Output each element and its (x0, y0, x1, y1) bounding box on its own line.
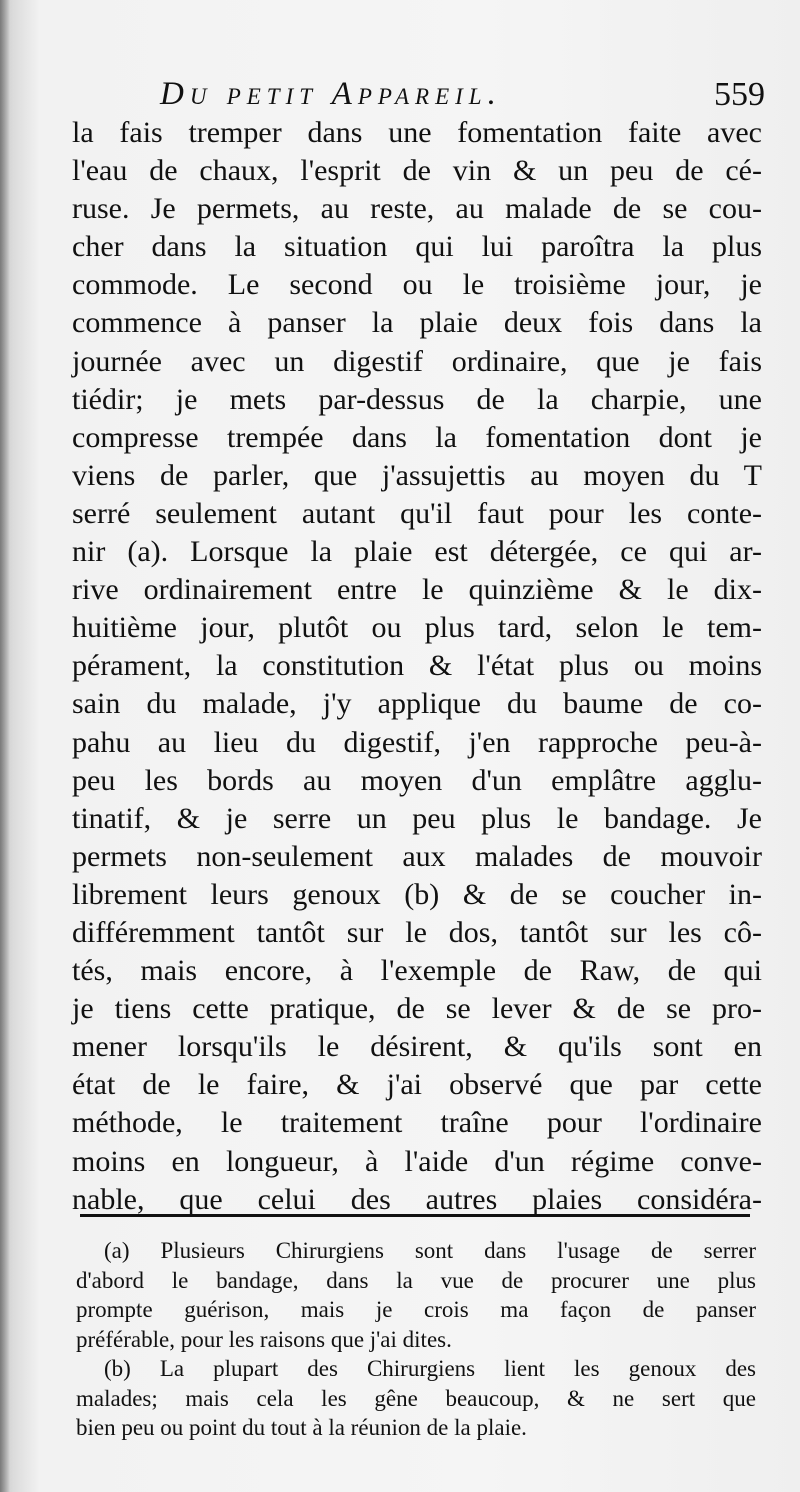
running-head-title: Du petit Appareil. (160, 76, 502, 112)
footnote-line: bien peu ou point du tout à la réunion de la plaie. (76, 1415, 527, 1440)
text-line: moins en longueur, à l'aide d'un régime conve- (72, 1144, 762, 1178)
running-head (160, 72, 765, 120)
text-line: viens de parler, que j'assujettis au moyen du T (72, 458, 762, 492)
text-line: mener lorsqu'ils le désirent, & qu'ils sont en (72, 1030, 762, 1064)
text-line: sain du malade, j'y applique du baume de co- (72, 687, 762, 721)
text-line: librement leurs genoux (b) & de se coucher in- (72, 877, 762, 911)
text-line: permets non-seulement aux malades de mouvoir (72, 839, 762, 873)
text-line: l'eau de chaux, l'esprit de vin & un peu de cé- (72, 154, 762, 188)
gutter-shadow (0, 0, 10, 1492)
footnote-line: malades; mais cela les gêne beaucoup, & ne sert que (76, 1385, 756, 1411)
footnote-line: d'abord le bandage, dans la vue de procurer une plus (76, 1267, 756, 1293)
footnote-a (76, 1236, 756, 1354)
text-line: compresse trempée dans la fomentation dont je (72, 420, 762, 454)
footnote-divider (80, 1214, 750, 1217)
text-line: méthode, le traitement traîne pour l'ordinaire (72, 1106, 762, 1140)
text-line: peu les bords au moyen d'un emplâtre agglu- (72, 763, 762, 797)
text-line: rive ordinairement entre le quinzième & le dix- (72, 573, 762, 607)
footnote-line: prompte guérison, mais je crois ma façon de panser (76, 1297, 756, 1322)
footnote-line: (a) Plusieurs Chirurgiens sont dans l'usage de serrer (104, 1238, 756, 1263)
text-line: la fais tremper dans une fomentation faite avec (72, 116, 762, 149)
text-line: pahu au lieu du digestif, j'en rapproche peu-à- (72, 725, 762, 759)
text-line: cher dans la situation qui lui paroîtra la plus (72, 230, 762, 264)
text-line: état de le faire, & j'ai observé que par cette (72, 1068, 762, 1102)
text-line: tiédir; je mets par-dessus de la charpie, une (72, 382, 762, 416)
text-line: pérament, la constitution & l'état plus ou moins (72, 649, 762, 683)
text-line: différemment tantôt sur le dos, tantôt sur les cô- (72, 915, 762, 949)
page-number: 559 (714, 76, 765, 113)
footnote-line: préférable, pour les raisons que j'ai dites. (76, 1326, 452, 1352)
text-line: tinatif, & je serre un peu plus le bandage. Je (72, 801, 762, 835)
text-line: tés, mais encore, à l'exemple de Raw, de qui (72, 954, 762, 988)
body-text (72, 114, 762, 1219)
text-line: nir (a). Lorsque la plaie est détergée, ce qui ar- (72, 535, 762, 569)
text-line: je tiens cette pratique, de se lever & de se pro- (72, 992, 762, 1026)
text-line: serré seulement autant qu'il faut pour les conte- (72, 496, 762, 530)
text-line: commence à panser la plaie deux fois dans la (72, 306, 762, 340)
footnote-b (76, 1354, 756, 1443)
text-line: journée avec un digestif ordinaire, que je fais (72, 344, 762, 378)
text-line: nable, que celui des autres plaies considéra- (72, 1182, 762, 1216)
footnote-line: (b) La plupart des Chirurgiens lient les genoux des (104, 1356, 756, 1381)
text-line: commode. Le second ou le troisième jour, je (72, 268, 762, 302)
text-line: ruse. Je permets, au reste, au malade de se cou- (72, 192, 762, 226)
text-line: huitième jour, plutôt ou plus tard, selon le tem- (72, 611, 762, 645)
footnotes (76, 1236, 756, 1443)
